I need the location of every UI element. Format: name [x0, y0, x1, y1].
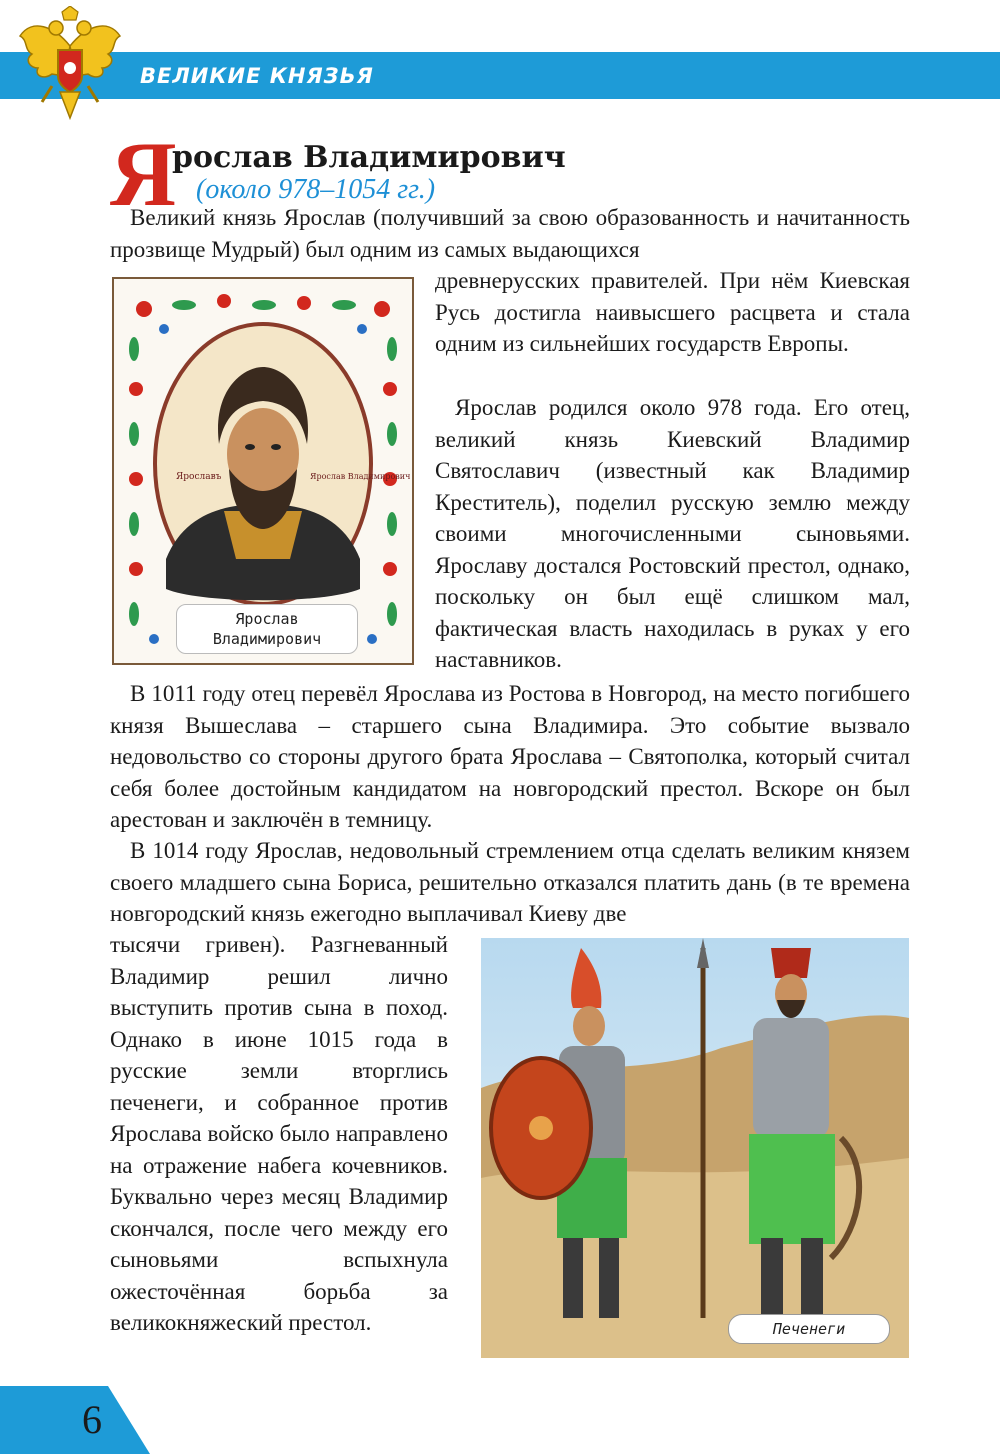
paragraph-1-side: древнерусских правителей. При нём Киевская Русь достигла наивысшего расцвета и стала одним из сильнейших государств Европы. — [435, 268, 910, 356]
paragraph-1-top: Великий князь Ярослав (получивший за свою образованность и начитанность прозвище Мудрый) был одним из самых выдающихся — [110, 205, 910, 262]
page-number-tab — [0, 1386, 150, 1454]
paragraph-2: Ярослав родился около 978 года. Его отец, великий князь Киевский Владимир Святославич (известный как Владимир Креститель), поделил русскую землю между своими многочисленными сыновьями. Ярославу достался Ростовский престол, однако, поскольку он был ещё слишком мал, фактическая власть находилась в руках у его наставников. — [435, 395, 910, 672]
portrait-caption: Ярослав Владимирович — [176, 604, 358, 654]
page-number: 6 — [82, 1397, 102, 1442]
pechenegs-illustration — [481, 938, 909, 1358]
portrait-inscription-right: Ярослав Владимирович — [310, 472, 411, 481]
paragraph-3: В 1011 году отец перевёл Ярослава из Ростова в Новгород, на место погибшего князя Вышеслава – старшего сына Владимира. Это событие вызвало недовольство со стороны другого брата Ярослава – Святополка, который считал себя более достойным кандидатом на новгородский престол. Вскоре он был арестован и заключён в темницу. — [110, 681, 910, 832]
article-title: рослав Владимирович — [172, 140, 566, 175]
illustration-caption: Печенеги — [728, 1314, 890, 1344]
section-title: ВЕЛИКИЕ КНЯЗЬЯ — [140, 64, 374, 88]
double-headed-eagle-icon — [14, 6, 126, 126]
article-dates: (около 978–1054 гг.) — [196, 174, 436, 205]
paragraph-4-top: В 1014 году Ярослав, недовольный стремлением отца сделать великим князем своего младшего сына Бориса, решительно отказался платить дань (в те времена новгородский князь ежегодно выплачивал Киеву две — [110, 838, 910, 926]
pechenegs-artwork — [481, 938, 909, 1358]
drop-cap: Я — [110, 123, 177, 225]
portrait-inscription-left: Ярославъ — [176, 472, 222, 482]
paragraph-4-side: тысячи гривен). Разгневанный Владимир решил лично выступить против сына в поход. Однако в июне 1015 года в русские земли вторглись печенеги, и собранное против Ярослава войско было направлено на отражение набега кочевников. Буквально через месяц Владимир скончался, после чего между его сыновьями вспыхнула ожесточённая борьба за великокняжеский престол. — [110, 932, 448, 1335]
